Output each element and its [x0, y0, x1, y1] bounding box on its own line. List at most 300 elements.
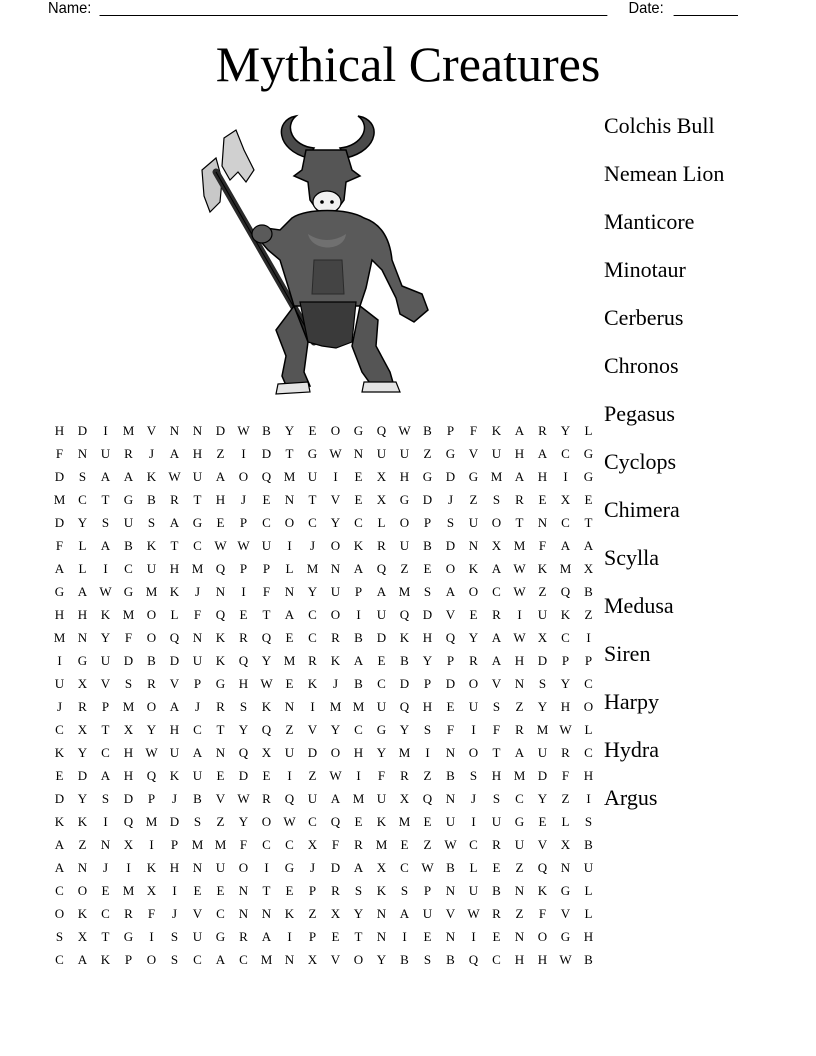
grid-letter[interactable]: Z [584, 607, 593, 622]
grid-letter[interactable]: C [193, 538, 202, 553]
grid-letter[interactable]: C [239, 952, 248, 967]
grid-letter[interactable]: C [515, 791, 524, 806]
grid-letter[interactable]: K [330, 653, 341, 668]
grid-letter[interactable]: Y [77, 791, 88, 806]
grid-letter[interactable]: J [148, 446, 155, 461]
grid-letter[interactable]: O [284, 515, 295, 530]
grid-letter[interactable]: T [354, 929, 363, 944]
grid-letter[interactable]: F [262, 584, 271, 599]
grid-letter[interactable]: L [285, 561, 294, 576]
grid-letter[interactable]: R [492, 906, 501, 921]
grid-letter[interactable]: V [491, 676, 502, 691]
grid-letter[interactable]: P [170, 837, 179, 852]
grid-letter[interactable]: L [170, 607, 179, 622]
grid-letter[interactable]: Q [376, 561, 387, 576]
grid-letter[interactable]: Y [77, 515, 88, 530]
grid-letter[interactable]: U [376, 607, 387, 622]
grid-letter[interactable]: A [445, 584, 456, 599]
grid-letter[interactable]: T [216, 722, 225, 737]
grid-letter[interactable]: S [423, 952, 432, 967]
grid-letter[interactable]: H [514, 653, 525, 668]
grid-letter[interactable]: V [560, 906, 571, 921]
grid-letter[interactable]: G [353, 423, 364, 438]
grid-letter[interactable]: S [193, 814, 202, 829]
grid-letter[interactable]: C [561, 515, 570, 530]
grid-letter[interactable]: N [537, 515, 548, 530]
grid-letter[interactable]: H [238, 676, 249, 691]
grid-letter[interactable]: W [329, 446, 342, 461]
grid-letter[interactable]: A [583, 538, 594, 553]
grid-letter[interactable]: D [537, 768, 548, 783]
grid-letter[interactable]: U [399, 538, 410, 553]
grid-letter[interactable]: O [261, 814, 272, 829]
grid-letter[interactable]: C [308, 814, 317, 829]
grid-letter[interactable]: U [376, 446, 387, 461]
grid-letter[interactable]: A [491, 630, 502, 645]
grid-letter[interactable]: A [54, 860, 65, 875]
grid-letter[interactable]: O [238, 860, 249, 875]
grid-letter[interactable]: E [538, 492, 547, 507]
grid-letter[interactable]: A [100, 768, 111, 783]
grid-letter[interactable]: K [399, 630, 410, 645]
grid-letter[interactable]: C [354, 722, 363, 737]
grid-letter[interactable]: I [586, 791, 591, 806]
grid-letter[interactable]: Y [560, 423, 571, 438]
grid-letter[interactable]: Q [445, 630, 456, 645]
grid-letter[interactable]: Z [515, 906, 524, 921]
grid-letter[interactable]: Y [422, 653, 433, 668]
grid-letter[interactable]: N [376, 906, 387, 921]
grid-letter[interactable]: H [422, 630, 433, 645]
grid-letter[interactable]: F [124, 630, 133, 645]
grid-letter[interactable]: A [514, 745, 525, 760]
grid-letter[interactable]: C [124, 561, 133, 576]
grid-letter[interactable]: D [399, 676, 410, 691]
grid-letter[interactable]: I [310, 699, 315, 714]
grid-letter[interactable]: A [537, 446, 548, 461]
grid-letter[interactable]: K [537, 561, 548, 576]
grid-letter[interactable]: Z [216, 446, 225, 461]
grid-letter[interactable]: C [492, 584, 501, 599]
grid-letter[interactable]: D [238, 768, 249, 783]
grid-letter[interactable]: E [55, 768, 64, 783]
grid-letter[interactable]: R [78, 699, 87, 714]
grid-letter[interactable]: U [376, 791, 387, 806]
grid-letter[interactable]: G [54, 584, 65, 599]
grid-letter[interactable]: G [583, 446, 594, 461]
grid-letter[interactable]: Z [308, 906, 317, 921]
grid-letter[interactable]: I [471, 722, 476, 737]
grid-letter[interactable]: H [353, 745, 364, 760]
grid-letter[interactable]: G [376, 722, 387, 737]
grid-letter[interactable]: V [537, 837, 548, 852]
grid-letter[interactable]: Y [353, 906, 364, 921]
grid-letter[interactable]: O [330, 607, 341, 622]
grid-letter[interactable]: M [283, 469, 296, 484]
grid-letter[interactable]: E [354, 492, 363, 507]
grid-letter[interactable]: R [308, 653, 317, 668]
grid-letter[interactable]: B [584, 837, 593, 852]
grid-letter[interactable]: G [123, 929, 134, 944]
grid-letter[interactable]: D [54, 515, 65, 530]
grid-letter[interactable]: S [492, 791, 501, 806]
grid-letter[interactable]: D [261, 446, 272, 461]
grid-letter[interactable]: R [515, 492, 524, 507]
grid-letter[interactable]: E [101, 883, 110, 898]
grid-letter[interactable]: A [77, 584, 88, 599]
grid-letter[interactable]: T [308, 492, 317, 507]
grid-letter[interactable]: I [241, 584, 246, 599]
grid-letter[interactable]: C [285, 837, 294, 852]
grid-letter[interactable]: S [492, 699, 501, 714]
grid-letter[interactable]: Z [423, 446, 432, 461]
grid-letter[interactable]: G [284, 860, 295, 875]
grid-letter[interactable]: N [445, 745, 456, 760]
grid-letter[interactable]: R [492, 837, 501, 852]
grid-letter[interactable]: B [400, 653, 409, 668]
grid-letter[interactable]: J [309, 538, 316, 553]
grid-letter[interactable]: B [400, 952, 409, 967]
grid-letter[interactable]: E [354, 814, 363, 829]
grid-letter[interactable]: F [492, 722, 501, 737]
grid-letter[interactable]: W [237, 791, 250, 806]
grid-letter[interactable]: A [261, 929, 272, 944]
grid-letter[interactable]: I [241, 446, 246, 461]
grid-letter[interactable]: I [287, 768, 292, 783]
grid-letter[interactable]: U [330, 584, 341, 599]
grid-letter[interactable]: C [492, 952, 501, 967]
grid-letter[interactable]: N [514, 929, 525, 944]
grid-letter[interactable]: A [192, 745, 203, 760]
grid-letter[interactable]: E [239, 607, 248, 622]
grid-letter[interactable]: G [445, 446, 456, 461]
grid-letter[interactable]: E [423, 929, 432, 944]
grid-letter[interactable]: I [103, 423, 108, 438]
grid-letter[interactable]: I [356, 607, 361, 622]
grid-letter[interactable]: C [584, 745, 593, 760]
grid-letter[interactable]: P [446, 653, 455, 668]
grid-letter[interactable]: C [561, 446, 570, 461]
grid-letter[interactable]: A [54, 837, 65, 852]
grid-letter[interactable]: K [560, 607, 571, 622]
grid-letter[interactable]: S [101, 515, 110, 530]
grid-letter[interactable]: M [191, 561, 204, 576]
grid-letter[interactable]: J [194, 699, 201, 714]
grid-letter[interactable]: P [101, 699, 110, 714]
grid-letter[interactable]: G [123, 584, 134, 599]
grid-letter[interactable]: O [583, 699, 594, 714]
grid-letter[interactable]: P [262, 561, 271, 576]
grid-letter[interactable]: S [400, 883, 409, 898]
grid-letter[interactable]: T [101, 929, 110, 944]
name-blank-line[interactable] [100, 15, 608, 16]
grid-letter[interactable]: C [55, 722, 64, 737]
grid-letter[interactable]: Z [469, 492, 478, 507]
grid-letter[interactable]: U [307, 469, 318, 484]
grid-letter[interactable]: L [469, 860, 478, 875]
grid-letter[interactable]: Q [376, 423, 387, 438]
grid-letter[interactable]: E [285, 676, 294, 691]
grid-letter[interactable]: M [122, 423, 135, 438]
grid-letter[interactable]: Q [284, 791, 295, 806]
grid-letter[interactable]: B [124, 538, 133, 553]
grid-letter[interactable]: M [53, 492, 66, 507]
grid-letter[interactable]: S [78, 469, 87, 484]
grid-letter[interactable]: D [307, 745, 318, 760]
grid-letter[interactable]: N [445, 883, 456, 898]
grid-letter[interactable]: V [445, 906, 456, 921]
grid-letter[interactable]: P [446, 423, 455, 438]
grid-letter[interactable]: W [513, 630, 526, 645]
grid-letter[interactable]: S [124, 676, 133, 691]
grid-letter[interactable]: M [191, 837, 204, 852]
grid-letter[interactable]: E [262, 768, 271, 783]
grid-letter[interactable]: Y [399, 722, 410, 737]
grid-letter[interactable]: U [491, 446, 502, 461]
grid-letter[interactable]: K [215, 653, 226, 668]
grid-letter[interactable]: I [264, 860, 269, 875]
grid-letter[interactable]: I [149, 837, 154, 852]
grid-letter[interactable]: X [77, 676, 88, 691]
grid-letter[interactable]: I [172, 883, 177, 898]
grid-letter[interactable]: F [446, 722, 455, 737]
grid-letter[interactable]: O [330, 745, 341, 760]
grid-letter[interactable]: A [77, 952, 88, 967]
grid-letter[interactable]: G [560, 883, 571, 898]
grid-letter[interactable]: W [260, 676, 273, 691]
grid-letter[interactable]: P [308, 883, 317, 898]
grid-letter[interactable]: Q [169, 630, 180, 645]
grid-letter[interactable]: S [446, 515, 455, 530]
grid-letter[interactable]: G [422, 469, 433, 484]
grid-letter[interactable]: N [514, 883, 525, 898]
grid-letter[interactable]: C [55, 883, 64, 898]
grid-letter[interactable]: U [192, 929, 203, 944]
grid-letter[interactable]: R [561, 745, 570, 760]
grid-letter[interactable]: O [353, 952, 364, 967]
grid-letter[interactable]: W [559, 722, 572, 737]
grid-letter[interactable]: A [514, 469, 525, 484]
grid-letter[interactable]: S [170, 952, 179, 967]
grid-letter[interactable]: O [537, 929, 548, 944]
grid-letter[interactable]: D [445, 676, 456, 691]
grid-letter[interactable]: E [400, 837, 409, 852]
grid-letter[interactable]: U [215, 860, 226, 875]
grid-letter[interactable]: C [216, 906, 225, 921]
grid-letter[interactable]: Z [308, 768, 317, 783]
grid-letter[interactable]: E [216, 883, 225, 898]
grid-letter[interactable]: I [103, 561, 108, 576]
grid-letter[interactable]: Z [216, 814, 225, 829]
grid-letter[interactable]: W [283, 814, 296, 829]
grid-letter[interactable]: I [586, 630, 591, 645]
grid-letter[interactable]: P [354, 584, 363, 599]
grid-letter[interactable]: V [100, 676, 111, 691]
grid-letter[interactable]: U [514, 837, 525, 852]
grid-letter[interactable]: X [560, 837, 571, 852]
grid-letter[interactable]: F [561, 768, 570, 783]
grid-letter[interactable]: I [517, 607, 522, 622]
grid-letter[interactable]: C [584, 676, 593, 691]
grid-letter[interactable]: Y [537, 699, 548, 714]
grid-letter[interactable]: Y [261, 653, 272, 668]
grid-letter[interactable]: Y [330, 515, 341, 530]
grid-letter[interactable]: N [261, 906, 272, 921]
grid-letter[interactable]: U [491, 814, 502, 829]
grid-letter[interactable]: J [171, 791, 178, 806]
grid-letter[interactable]: G [192, 515, 203, 530]
grid-letter[interactable]: D [169, 653, 180, 668]
grid-letter[interactable]: X [537, 630, 548, 645]
grid-letter[interactable]: M [398, 814, 411, 829]
grid-letter[interactable]: B [423, 538, 432, 553]
grid-letter[interactable]: N [100, 837, 111, 852]
grid-letter[interactable]: N [77, 446, 88, 461]
grid-letter[interactable]: U [468, 515, 479, 530]
grid-letter[interactable]: H [54, 423, 65, 438]
grid-letter[interactable]: L [584, 883, 593, 898]
grid-letter[interactable]: U [399, 446, 410, 461]
grid-letter[interactable]: M [490, 469, 503, 484]
grid-letter[interactable]: R [170, 492, 179, 507]
grid-letter[interactable]: A [491, 561, 502, 576]
grid-letter[interactable]: N [445, 929, 456, 944]
grid-letter[interactable]: R [262, 791, 271, 806]
grid-letter[interactable]: W [168, 469, 181, 484]
grid-letter[interactable]: N [238, 906, 249, 921]
grid-letter[interactable]: A [330, 791, 341, 806]
grid-letter[interactable]: U [307, 791, 318, 806]
grid-letter[interactable]: H [514, 952, 525, 967]
grid-letter[interactable]: O [146, 630, 157, 645]
grid-letter[interactable]: O [238, 469, 249, 484]
grid-letter[interactable]: H [215, 492, 226, 507]
grid-letter[interactable]: U [583, 860, 594, 875]
grid-letter[interactable]: R [331, 883, 340, 898]
grid-letter[interactable]: R [216, 699, 225, 714]
grid-letter[interactable]: W [214, 538, 227, 553]
grid-letter[interactable]: S [147, 515, 156, 530]
grid-letter[interactable]: S [423, 722, 432, 737]
grid-letter[interactable]: Z [561, 791, 570, 806]
grid-letter[interactable]: G [215, 676, 226, 691]
grid-letter[interactable]: J [240, 492, 247, 507]
grid-letter[interactable]: H [583, 929, 594, 944]
grid-letter[interactable]: W [237, 538, 250, 553]
grid-letter[interactable]: A [169, 446, 180, 461]
grid-letter[interactable]: Y [468, 630, 479, 645]
grid-letter[interactable]: H [54, 607, 65, 622]
grid-letter[interactable]: H [491, 768, 502, 783]
grid-letter[interactable]: B [193, 791, 202, 806]
grid-letter[interactable]: W [421, 860, 434, 875]
grid-letter[interactable]: M [352, 699, 365, 714]
grid-letter[interactable]: T [492, 745, 501, 760]
grid-letter[interactable]: B [446, 952, 455, 967]
grid-letter[interactable]: U [192, 653, 203, 668]
grid-letter[interactable]: O [445, 561, 456, 576]
grid-letter[interactable]: B [584, 584, 593, 599]
grid-letter[interactable]: Q [422, 791, 433, 806]
grid-letter[interactable]: G [583, 469, 594, 484]
grid-letter[interactable]: N [284, 952, 295, 967]
grid-letter[interactable]: P [239, 515, 248, 530]
grid-letter[interactable]: E [538, 814, 547, 829]
grid-letter[interactable]: O [54, 906, 65, 921]
grid-letter[interactable]: X [399, 791, 410, 806]
grid-letter[interactable]: L [78, 561, 87, 576]
grid-letter[interactable]: U [100, 446, 111, 461]
grid-letter[interactable]: P [423, 676, 432, 691]
grid-letter[interactable]: N [330, 561, 341, 576]
grid-letter[interactable]: A [560, 538, 571, 553]
grid-letter[interactable]: A [100, 538, 111, 553]
grid-letter[interactable]: E [423, 814, 432, 829]
grid-letter[interactable]: C [262, 515, 271, 530]
grid-letter[interactable]: F [55, 446, 64, 461]
grid-letter[interactable]: Y [537, 791, 548, 806]
grid-letter[interactable]: S [101, 791, 110, 806]
grid-letter[interactable]: H [537, 469, 548, 484]
grid-letter[interactable]: E [216, 768, 225, 783]
grid-letter[interactable]: G [307, 446, 318, 461]
grid-letter[interactable]: B [147, 492, 156, 507]
grid-letter[interactable]: Q [330, 814, 341, 829]
grid-letter[interactable]: K [146, 538, 157, 553]
grid-letter[interactable]: S [538, 676, 547, 691]
grid-letter[interactable]: E [469, 607, 478, 622]
grid-letter[interactable]: A [284, 607, 295, 622]
grid-letter[interactable]: N [353, 446, 364, 461]
grid-letter[interactable]: D [422, 492, 433, 507]
grid-letter[interactable]: G [560, 929, 571, 944]
grid-letter[interactable]: H [169, 561, 180, 576]
grid-letter[interactable]: U [537, 745, 548, 760]
grid-letter[interactable]: Y [376, 952, 387, 967]
grid-letter[interactable]: O [330, 423, 341, 438]
grid-letter[interactable]: Q [215, 607, 226, 622]
grid-letter[interactable]: N [238, 883, 249, 898]
grid-letter[interactable]: R [239, 630, 248, 645]
grid-letter[interactable]: S [55, 929, 64, 944]
grid-letter[interactable]: J [332, 676, 339, 691]
grid-letter[interactable]: O [146, 607, 157, 622]
grid-letter[interactable]: D [54, 791, 65, 806]
grid-letter[interactable]: H [123, 768, 134, 783]
grid-letter[interactable]: Z [423, 837, 432, 852]
grid-letter[interactable]: U [169, 745, 180, 760]
grid-letter[interactable]: H [537, 952, 548, 967]
grid-letter[interactable]: M [122, 883, 135, 898]
grid-letter[interactable]: S [492, 492, 501, 507]
grid-letter[interactable]: Q [215, 561, 226, 576]
grid-letter[interactable]: V [146, 423, 157, 438]
grid-letter[interactable]: I [563, 469, 568, 484]
grid-letter[interactable]: Q [261, 469, 272, 484]
grid-letter[interactable]: C [377, 676, 386, 691]
grid-letter[interactable]: C [561, 630, 570, 645]
grid-letter[interactable]: X [261, 745, 272, 760]
grid-letter[interactable]: T [170, 538, 179, 553]
grid-letter[interactable]: X [376, 860, 387, 875]
grid-letter[interactable]: U [100, 653, 111, 668]
grid-letter[interactable]: M [536, 722, 549, 737]
grid-letter[interactable]: B [262, 423, 271, 438]
grid-letter[interactable]: F [469, 423, 478, 438]
grid-letter[interactable]: U [284, 745, 295, 760]
grid-letter[interactable]: Y [560, 676, 571, 691]
grid-letter[interactable]: S [170, 929, 179, 944]
